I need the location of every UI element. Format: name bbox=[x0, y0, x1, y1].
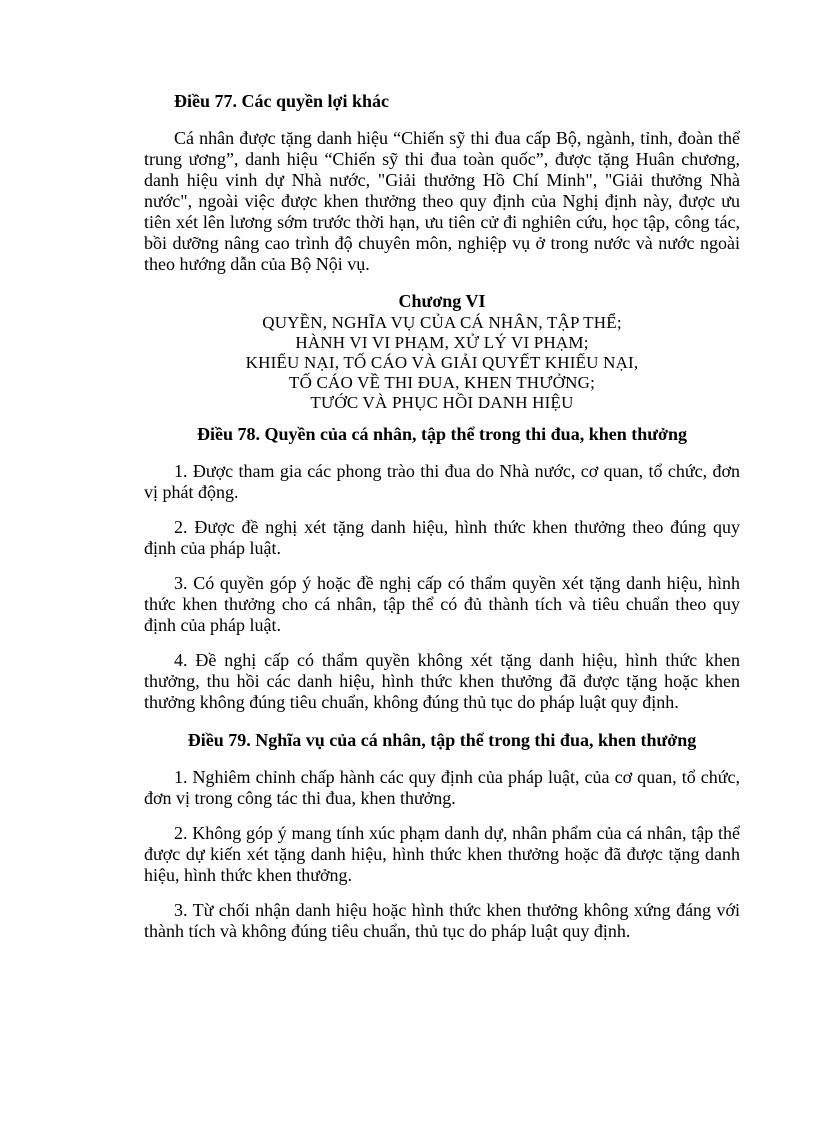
chapter-block bbox=[144, 289, 740, 413]
article-78-item-4: 4. Đề nghị cấp có thẩm quyền không xét tặng danh hiệu, hình thức khen thưởng, thu hồi các danh hiệu, hình thức khen thưởng đã được tặng hoặc khen thưởng không đúng tiêu chuẩn, không đúng thủ tục do pháp luật quy định. bbox=[144, 650, 740, 712]
article-79-item-1: 1. Nghiêm chỉnh chấp hành các quy định của pháp luật, của cơ quan, tổ chức, đơn vị trong công tác thi đua, khen thưởng. bbox=[144, 767, 740, 808]
article-78-item-3: 3. Có quyền góp ý hoặc đề nghị cấp có thẩm quyền xét tặng danh hiệu, hình thức khen thưởng cho cá nhân, tập thể có đủ thành tích và tiêu chuẩn theo quy định của pháp luật. bbox=[144, 573, 740, 635]
article-78-item-2: 2. Được đề nghị xét tặng danh hiệu, hình thức khen thưởng theo đúng quy định của pháp luật. bbox=[144, 517, 740, 558]
chapter-line-1: QUYỀN, NGHĨA VỤ CỦA CÁ NHÂN, TẬP THỂ; bbox=[262, 313, 622, 332]
chapter-line-3: KHIẾU NẠI, TỐ CÁO VÀ GIẢI QUYẾT KHIẾU NẠI, bbox=[245, 353, 639, 372]
article-77-paragraph: Cá nhân được tặng danh hiệu “Chiến sỹ thi đua cấp Bộ, ngành, tỉnh, đoàn thể trung ương”, danh hiệu “Chiến sỹ thi đua toàn quốc”, được tặng Huân chương, danh hiệu vinh dự Nhà nước, "Giải thưởng Hồ Chí Minh", "Giải thưởng Nhà nước", ngoài việc được khen thưởng theo quy định của Nghị định này, được ưu tiên xét lên lương sớm trước thời hạn, ưu tiên cử đi nghiên cứu, học tập, công tác, bồi dưỡng nâng cao trình độ chuyên môn, nghiệp vụ ở trong nước và nước ngoài theo hướng dẫn của Bộ Nội vụ. bbox=[144, 128, 740, 274]
article-77-heading: Điều 77. Các quyền lợi khác bbox=[174, 91, 389, 111]
article-79-heading: Điều 79. Nghĩa vụ của cá nhân, tập thể trong thi đua, khen thưởng bbox=[187, 730, 697, 750]
article-79-item-2: 2. Không góp ý mang tính xúc phạm danh dự, nhân phẩm của cá nhân, tập thể được dự kiến xét tặng danh hiệu, hình thức khen thưởng hoặc đã được tặng danh hiệu, hình thức khen thưởng. bbox=[144, 823, 740, 885]
chapter-line-4: TỐ CÁO VỀ THI ĐUA, KHEN THƯỞNG; bbox=[288, 373, 596, 392]
chapter-title: Chương VI bbox=[398, 291, 486, 311]
article-79-item-3: 3. Từ chối nhận danh hiệu hoặc hình thức khen thưởng không xứng đáng với thành tích và không đúng tiêu chuẩn, thủ tục do pháp luật quy định. bbox=[144, 900, 740, 941]
chapter-line-5: TƯỚC VÀ PHỤC HỒI DANH HIỆU bbox=[310, 393, 574, 412]
chapter-line-2: HÀNH VI VI PHẠM, XỬ LÝ VI PHẠM; bbox=[295, 333, 589, 352]
document-page bbox=[144, 88, 740, 956]
article-78-item-1: 1. Được tham gia các phong trào thi đua do Nhà nước, cơ quan, tổ chức, đơn vị phát động. bbox=[144, 461, 740, 502]
article-78-heading: Điều 78. Quyền của cá nhân, tập thể trong thi đua, khen thưởng bbox=[196, 424, 688, 444]
